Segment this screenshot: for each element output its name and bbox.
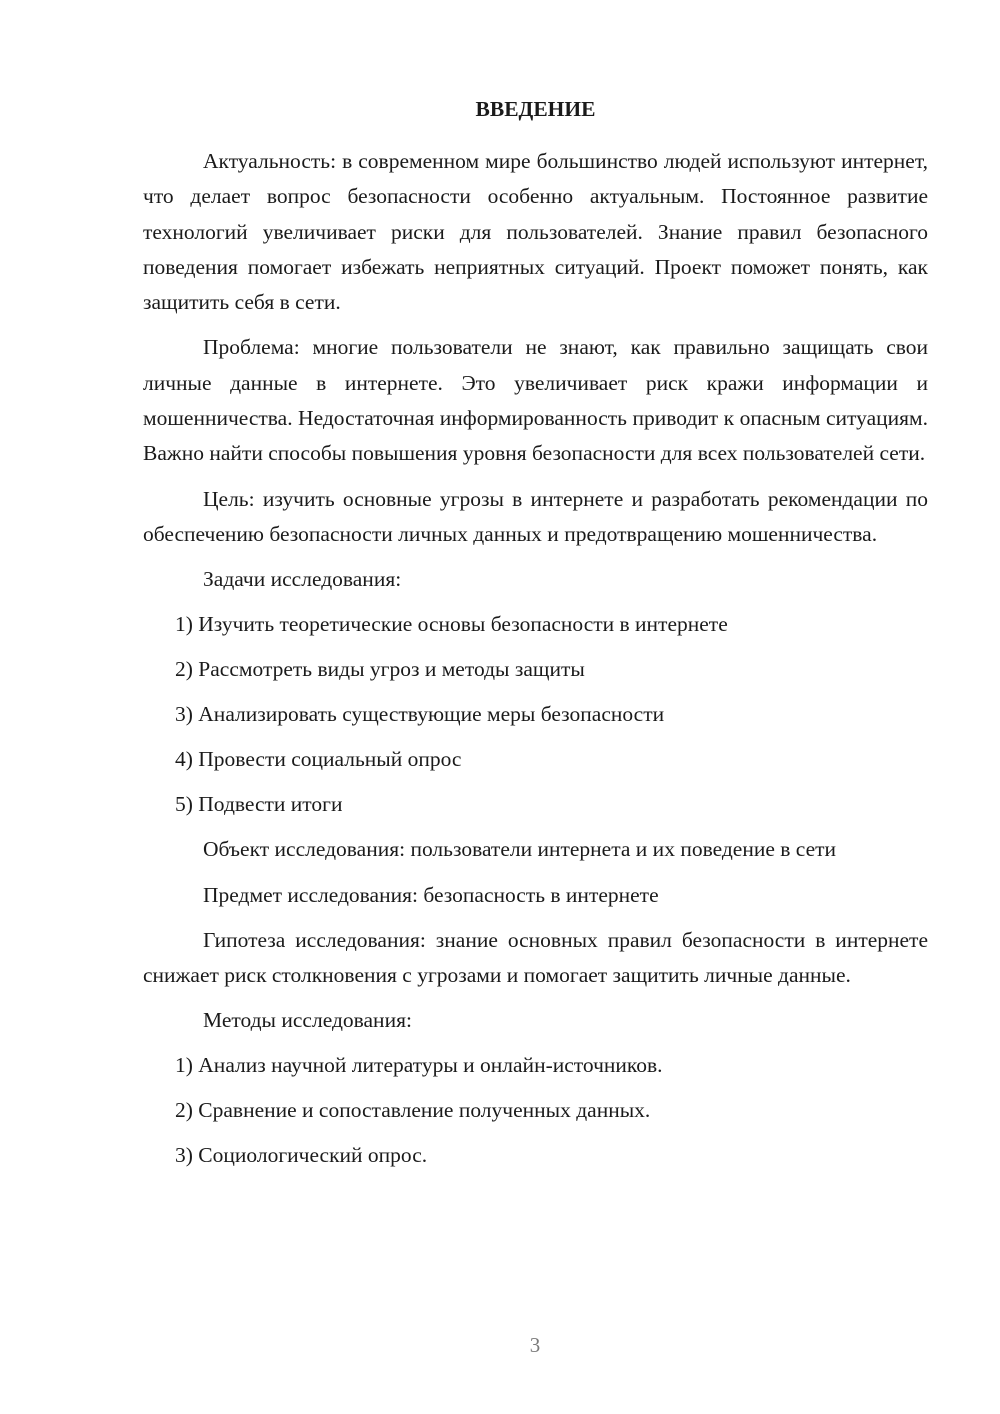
method-item: 1) Анализ научной литературы и онлайн-источников. <box>175 1053 663 1078</box>
document-page <box>143 92 928 1183</box>
tasks-heading: Задачи исследования: <box>203 567 402 592</box>
page-number: 3 <box>529 1333 541 1357</box>
methods-list <box>143 1048 928 1173</box>
task-item: 2) Рассмотреть виды угроз и методы защиты <box>175 657 585 682</box>
task-item: 5) Подвести итоги <box>175 792 343 817</box>
goal-paragraph: Цель: изучить основные угрозы в интернете и разработать рекомендации по обеспечению безопасности личных данных и предотвращению мошенничества. <box>143 486 928 546</box>
object-paragraph: Объект исследования: пользователи интернета и их поведение в сети <box>203 837 837 862</box>
method-item: 2) Сравнение и сопоставление полученных данных. <box>175 1098 651 1123</box>
document-title: ВВЕДЕНИЕ <box>475 97 596 121</box>
tasks-list <box>143 607 928 822</box>
task-item: 3) Анализировать существующие меры безопасности <box>175 702 665 727</box>
hypothesis-paragraph: Гипотеза исследования: знание основных правил безопасности в интернете снижает риск столкновения с угрозами и помогает защитить личные данные. <box>143 927 928 987</box>
task-item: 4) Провести социальный опрос <box>175 747 462 772</box>
problem-paragraph: Проблема: многие пользователи не знают, как правильно защищать свои личные данные в интернете. Это увеличивает риск кражи информации и мошенничества. Недостаточная информированность приводит к опасным ситуациям. Важно найти способы повышения уровня безопасности для всех пользователей сети. <box>143 335 928 466</box>
relevance-paragraph: Актуальность: в современном мире большинство людей используют интернет, что делает вопрос безопасности особенно актуальным. Постоянное развитие технологий увеличивает риски для пользователей. Знание правил безопасного поведения помогает избежать неприятных ситуаций. Проект поможет понять, как защитить себя в сети. <box>143 149 928 315</box>
methods-heading: Методы исследования: <box>203 1008 412 1033</box>
method-item: 3) Социологический опрос. <box>175 1143 428 1168</box>
subject-paragraph: Предмет исследования: безопасность в интернете <box>203 882 659 907</box>
task-item: 1) Изучить теоретические основы безопасности в интернете <box>175 612 728 637</box>
